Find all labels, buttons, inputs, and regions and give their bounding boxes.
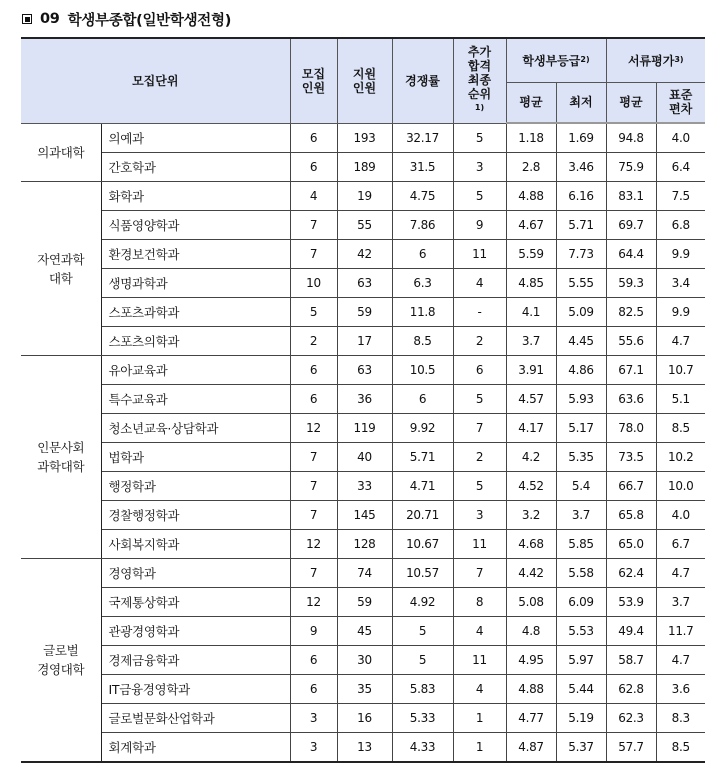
doc-avg-cell: 82.5 — [606, 298, 656, 327]
doc-std-cell: 4.7 — [656, 559, 705, 588]
doc-avg-cell: 63.6 — [606, 385, 656, 414]
grade-min-cell: 6.16 — [556, 182, 606, 211]
doc-std-cell: 6.8 — [656, 211, 705, 240]
doc-avg-cell: 62.8 — [606, 675, 656, 704]
table-body — [21, 123, 705, 762]
grade-min-cell: 7.73 — [556, 240, 606, 269]
rank-cell: 11 — [453, 646, 506, 675]
quota-cell: 3 — [290, 704, 337, 733]
doc-avg-cell: 64.4 — [606, 240, 656, 269]
applicants-cell: 63 — [337, 269, 392, 298]
rank-cell: 2 — [453, 443, 506, 472]
table-row — [21, 675, 705, 704]
admission-results-table — [21, 37, 705, 763]
applicants-cell: 59 — [337, 588, 392, 617]
doc-std-cell: 10.7 — [656, 356, 705, 385]
grade-min-cell: 5.19 — [556, 704, 606, 733]
table-row — [21, 153, 705, 182]
doc-avg-cell: 59.3 — [606, 269, 656, 298]
grade-min-cell: 3.7 — [556, 501, 606, 530]
grade-avg-cell: 4.1 — [506, 298, 556, 327]
doc-avg-cell: 83.1 — [606, 182, 656, 211]
rank-cell: 3 — [453, 153, 506, 182]
applicants-cell: 19 — [337, 182, 392, 211]
grade-avg-cell: 4.2 — [506, 443, 556, 472]
grade-avg-cell: 3.91 — [506, 356, 556, 385]
quota-cell: 6 — [290, 153, 337, 182]
grade-avg-cell: 4.8 — [506, 617, 556, 646]
rank-cell: 1 — [453, 733, 506, 763]
department-cell: 글로벌문화산업학과 — [101, 704, 290, 733]
header-unit: 모집단위 — [21, 38, 290, 123]
quota-cell: 5 — [290, 298, 337, 327]
department-cell: 생명과학과 — [101, 269, 290, 298]
table-row — [21, 646, 705, 675]
table-row — [21, 240, 705, 269]
department-cell: 경찰행정학과 — [101, 501, 290, 530]
grade-avg-cell: 5.59 — [506, 240, 556, 269]
applicants-cell: 30 — [337, 646, 392, 675]
header-grade: 학생부등급$^{2)}$ — [506, 38, 606, 82]
quota-cell: 7 — [290, 559, 337, 588]
department-cell: 의예과 — [101, 123, 290, 153]
header-doc-avg: 평균 — [606, 82, 656, 123]
applicants-cell: 74 — [337, 559, 392, 588]
department-cell: IT금융경영학과 — [101, 675, 290, 704]
table-row — [21, 182, 705, 211]
doc-std-cell: 8.5 — [656, 414, 705, 443]
header-grade-min: 최저 — [556, 82, 606, 123]
applicants-cell: 45 — [337, 617, 392, 646]
square-bullet-icon — [22, 14, 32, 24]
ratio-cell: 5 — [392, 617, 453, 646]
college-cell: 자연과학 대학 — [21, 182, 101, 356]
table-row — [21, 704, 705, 733]
doc-avg-cell: 49.4 — [606, 617, 656, 646]
ratio-cell: 4.33 — [392, 733, 453, 763]
ratio-cell: 4.75 — [392, 182, 453, 211]
quota-cell: 9 — [290, 617, 337, 646]
doc-std-cell: 7.5 — [656, 182, 705, 211]
rank-cell: 4 — [453, 269, 506, 298]
grade-avg-cell: 4.67 — [506, 211, 556, 240]
department-cell: 특수교육과 — [101, 385, 290, 414]
doc-std-cell: 3.6 — [656, 675, 705, 704]
header-quota: 모집 인원 — [290, 38, 337, 123]
ratio-cell: 6 — [392, 385, 453, 414]
header-applicants: 지원 인원 — [337, 38, 392, 123]
ratio-cell: 31.5 — [392, 153, 453, 182]
department-cell: 간호학과 — [101, 153, 290, 182]
table-row — [21, 211, 705, 240]
ratio-cell: 5.71 — [392, 443, 453, 472]
ratio-cell: 6.3 — [392, 269, 453, 298]
grade-min-cell: 3.46 — [556, 153, 606, 182]
grade-min-cell: 5.97 — [556, 646, 606, 675]
section-title — [22, 8, 231, 30]
department-cell: 환경보건학과 — [101, 240, 290, 269]
department-cell: 국제통상학과 — [101, 588, 290, 617]
doc-avg-cell: 66.7 — [606, 472, 656, 501]
rank-cell: 5 — [453, 385, 506, 414]
rank-cell: 11 — [453, 240, 506, 269]
grade-avg-cell: 4.88 — [506, 182, 556, 211]
rank-cell: 7 — [453, 414, 506, 443]
rank-cell: 4 — [453, 675, 506, 704]
applicants-cell: 17 — [337, 327, 392, 356]
doc-avg-cell: 62.3 — [606, 704, 656, 733]
doc-std-cell: 11.7 — [656, 617, 705, 646]
rank-cell: 8 — [453, 588, 506, 617]
grade-avg-cell: 5.08 — [506, 588, 556, 617]
rank-cell: 5 — [453, 472, 506, 501]
doc-avg-cell: 53.9 — [606, 588, 656, 617]
rank-cell: - — [453, 298, 506, 327]
department-cell: 식품영양학과 — [101, 211, 290, 240]
rank-cell: 4 — [453, 617, 506, 646]
applicants-cell: 193 — [337, 123, 392, 153]
section-title-text: 학생부종합(일반학생전형) — [67, 12, 232, 29]
grade-avg-cell: 1.18 — [506, 123, 556, 153]
department-cell: 청소년교육·상담학과 — [101, 414, 290, 443]
doc-avg-cell: 94.8 — [606, 123, 656, 153]
grade-avg-cell: 3.2 — [506, 501, 556, 530]
doc-std-cell: 4.7 — [656, 327, 705, 356]
applicants-cell: 145 — [337, 501, 392, 530]
table-row — [21, 123, 705, 153]
quota-cell: 7 — [290, 443, 337, 472]
rank-cell: 1 — [453, 704, 506, 733]
ratio-cell: 5.33 — [392, 704, 453, 733]
header-doc: 서류평가$^{3)}$ — [606, 38, 705, 82]
doc-avg-cell: 55.6 — [606, 327, 656, 356]
department-cell: 유아교육과 — [101, 356, 290, 385]
quota-cell: 6 — [290, 646, 337, 675]
quota-cell: 6 — [290, 675, 337, 704]
table-row — [21, 414, 705, 443]
grade-min-cell: 4.45 — [556, 327, 606, 356]
college-cell: 글로벌 경영대학 — [21, 559, 101, 763]
ratio-cell: 7.86 — [392, 211, 453, 240]
grade-min-cell: 5.17 — [556, 414, 606, 443]
table-row — [21, 269, 705, 298]
table-row — [21, 617, 705, 646]
doc-avg-cell: 62.4 — [606, 559, 656, 588]
quota-cell: 7 — [290, 240, 337, 269]
header-extra-rank: 추가 합격 최종 순위 $^{1)}$ — [453, 38, 506, 123]
grade-avg-cell: 4.68 — [506, 530, 556, 559]
rank-cell: 2 — [453, 327, 506, 356]
doc-std-cell: 9.9 — [656, 240, 705, 269]
grade-avg-cell: 4.87 — [506, 733, 556, 763]
grade-min-cell: 5.35 — [556, 443, 606, 472]
table-row — [21, 385, 705, 414]
quota-cell: 4 — [290, 182, 337, 211]
applicants-cell: 55 — [337, 211, 392, 240]
quota-cell: 6 — [290, 385, 337, 414]
table-row — [21, 501, 705, 530]
rank-cell: 7 — [453, 559, 506, 588]
grade-min-cell: 5.4 — [556, 472, 606, 501]
ratio-cell: 5 — [392, 646, 453, 675]
doc-std-cell: 10.0 — [656, 472, 705, 501]
table-row — [21, 443, 705, 472]
grade-avg-cell: 4.85 — [506, 269, 556, 298]
grade-min-cell: 1.69 — [556, 123, 606, 153]
applicants-cell: 13 — [337, 733, 392, 763]
department-cell: 스포츠과학과 — [101, 298, 290, 327]
doc-std-cell: 4.0 — [656, 123, 705, 153]
grade-min-cell: 6.09 — [556, 588, 606, 617]
doc-std-cell: 6.7 — [656, 530, 705, 559]
doc-std-cell: 6.4 — [656, 153, 705, 182]
table-row — [21, 559, 705, 588]
table-row — [21, 530, 705, 559]
grade-min-cell: 5.37 — [556, 733, 606, 763]
grade-min-cell: 5.93 — [556, 385, 606, 414]
department-cell: 관광경영학과 — [101, 617, 290, 646]
grade-avg-cell: 4.17 — [506, 414, 556, 443]
doc-std-cell: 4.0 — [656, 501, 705, 530]
grade-avg-cell: 4.52 — [506, 472, 556, 501]
rank-cell: 5 — [453, 123, 506, 153]
table-row — [21, 733, 705, 763]
ratio-cell: 11.8 — [392, 298, 453, 327]
doc-avg-cell: 65.0 — [606, 530, 656, 559]
grade-min-cell: 5.71 — [556, 211, 606, 240]
ratio-cell: 5.83 — [392, 675, 453, 704]
grade-avg-cell: 3.7 — [506, 327, 556, 356]
ratio-cell: 6 — [392, 240, 453, 269]
rank-cell: 9 — [453, 211, 506, 240]
grade-min-cell: 5.58 — [556, 559, 606, 588]
table-header — [21, 38, 705, 123]
applicants-cell: 33 — [337, 472, 392, 501]
department-cell: 행정학과 — [101, 472, 290, 501]
ratio-cell: 9.92 — [392, 414, 453, 443]
applicants-cell: 189 — [337, 153, 392, 182]
rank-cell: 11 — [453, 530, 506, 559]
table-row — [21, 298, 705, 327]
grade-min-cell: 5.44 — [556, 675, 606, 704]
grade-avg-cell: 4.88 — [506, 675, 556, 704]
doc-std-cell: 9.9 — [656, 298, 705, 327]
quota-cell: 3 — [290, 733, 337, 763]
ratio-cell: 20.71 — [392, 501, 453, 530]
header-ratio: 경쟁률 — [392, 38, 453, 123]
doc-std-cell: 4.7 — [656, 646, 705, 675]
doc-avg-cell: 57.7 — [606, 733, 656, 763]
rank-cell: 6 — [453, 356, 506, 385]
doc-avg-cell: 69.7 — [606, 211, 656, 240]
ratio-cell: 10.57 — [392, 559, 453, 588]
department-cell: 회계학과 — [101, 733, 290, 763]
doc-std-cell: 10.2 — [656, 443, 705, 472]
table-row — [21, 472, 705, 501]
doc-std-cell: 8.5 — [656, 733, 705, 763]
department-cell: 화학과 — [101, 182, 290, 211]
doc-std-cell: 5.1 — [656, 385, 705, 414]
ratio-cell: 4.92 — [392, 588, 453, 617]
department-cell: 사회복지학과 — [101, 530, 290, 559]
grade-avg-cell: 4.57 — [506, 385, 556, 414]
header-grade-avg: 평균 — [506, 82, 556, 123]
ratio-cell: 32.17 — [392, 123, 453, 153]
ratio-cell: 8.5 — [392, 327, 453, 356]
doc-avg-cell: 75.9 — [606, 153, 656, 182]
ratio-cell: 10.67 — [392, 530, 453, 559]
applicants-cell: 119 — [337, 414, 392, 443]
grade-min-cell: 4.86 — [556, 356, 606, 385]
doc-std-cell: 3.4 — [656, 269, 705, 298]
quota-cell: 10 — [290, 269, 337, 298]
doc-avg-cell: 65.8 — [606, 501, 656, 530]
rank-cell: 5 — [453, 182, 506, 211]
ratio-cell: 4.71 — [392, 472, 453, 501]
doc-avg-cell: 67.1 — [606, 356, 656, 385]
doc-avg-cell: 58.7 — [606, 646, 656, 675]
doc-avg-cell: 78.0 — [606, 414, 656, 443]
doc-avg-cell: 73.5 — [606, 443, 656, 472]
applicants-cell: 16 — [337, 704, 392, 733]
college-cell: 의과대학 — [21, 123, 101, 182]
quota-cell: 7 — [290, 472, 337, 501]
table-row — [21, 327, 705, 356]
quota-cell: 12 — [290, 588, 337, 617]
grade-avg-cell: 4.77 — [506, 704, 556, 733]
doc-std-cell: 3.7 — [656, 588, 705, 617]
section-number: 09 — [40, 11, 60, 27]
header-doc-std: 표준 편차 — [656, 82, 705, 123]
department-cell: 법학과 — [101, 443, 290, 472]
table-row — [21, 356, 705, 385]
department-cell: 경제금융학과 — [101, 646, 290, 675]
applicants-cell: 36 — [337, 385, 392, 414]
grade-avg-cell: 2.8 — [506, 153, 556, 182]
doc-std-cell: 8.3 — [656, 704, 705, 733]
quota-cell: 7 — [290, 501, 337, 530]
quota-cell: 12 — [290, 530, 337, 559]
applicants-cell: 59 — [337, 298, 392, 327]
grade-min-cell: 5.53 — [556, 617, 606, 646]
grade-min-cell: 5.85 — [556, 530, 606, 559]
applicants-cell: 40 — [337, 443, 392, 472]
applicants-cell: 63 — [337, 356, 392, 385]
applicants-cell: 128 — [337, 530, 392, 559]
grade-avg-cell: 4.42 — [506, 559, 556, 588]
college-cell: 인문사회 과학대학 — [21, 356, 101, 559]
quota-cell: 7 — [290, 211, 337, 240]
rank-cell: 3 — [453, 501, 506, 530]
quota-cell: 6 — [290, 123, 337, 153]
ratio-cell: 10.5 — [392, 356, 453, 385]
grade-avg-cell: 4.95 — [506, 646, 556, 675]
quota-cell: 2 — [290, 327, 337, 356]
quota-cell: 12 — [290, 414, 337, 443]
department-cell: 경영학과 — [101, 559, 290, 588]
department-cell: 스포츠의학과 — [101, 327, 290, 356]
grade-min-cell: 5.09 — [556, 298, 606, 327]
grade-min-cell: 5.55 — [556, 269, 606, 298]
quota-cell: 6 — [290, 356, 337, 385]
applicants-cell: 42 — [337, 240, 392, 269]
applicants-cell: 35 — [337, 675, 392, 704]
table-row — [21, 588, 705, 617]
